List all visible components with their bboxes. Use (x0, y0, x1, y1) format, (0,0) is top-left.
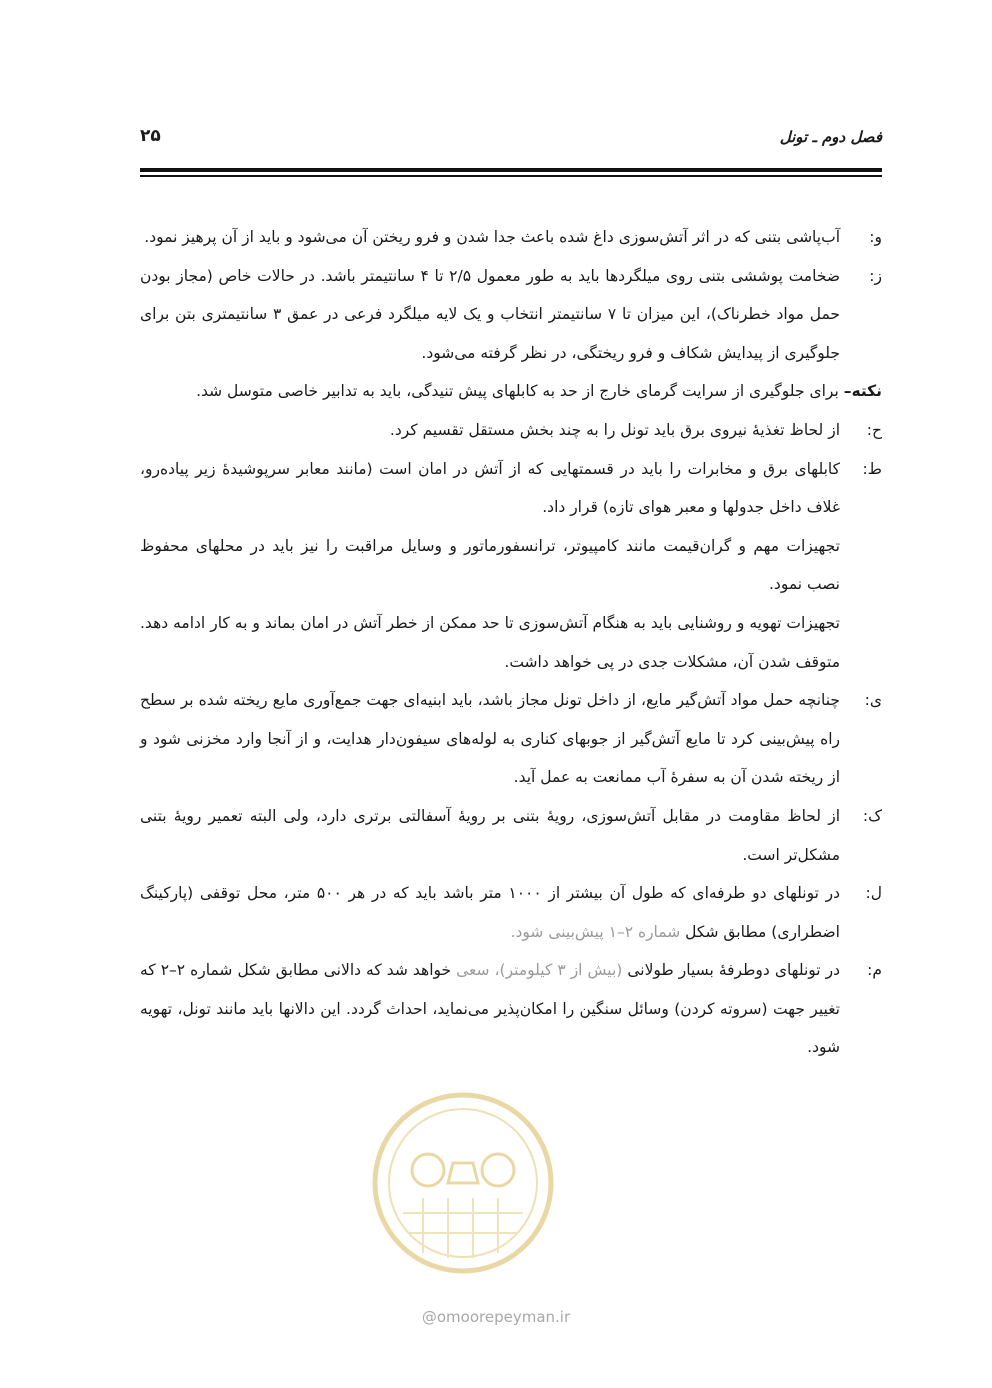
continuation-paragraph (140, 527, 882, 604)
item-marker: ط: (862, 459, 882, 478)
item-marker: و: (869, 228, 882, 246)
list-item-he (140, 411, 882, 450)
list-item-ze (140, 257, 882, 373)
item-marker: ک: (862, 806, 882, 825)
item-marker: ز: (869, 266, 882, 285)
note-text: برای جلوگیری از سرایت گرمای خارج از حد به کابلهای پیش تنیدگی، باید به تدابیر خاصی متوسل شد. (196, 382, 844, 401)
item-marker: ح: (866, 420, 882, 439)
header-rule-thick (140, 168, 882, 172)
note-label: نکته– (843, 382, 882, 401)
list-item-lam (140, 874, 882, 951)
list-item-vav (140, 218, 882, 257)
item-marker: ی: (864, 691, 882, 710)
item-text: چنانچه حمل مواد آتش‌گیر مایع، از داخل تونل مجاز باشد، باید ابنیه‌ای جهت جمع‌آوری مایع ریخته شده بر سطح راه پیش‌بینی کرد تا مایع آتش‌گیر از جوبهای کناری به لوله‌های سیفون‌دار هدایت، و از آنجا وارد مخزنی شود و از ریخته شدن آن به سفرهٔ آب ممانعت به عمل آید. (140, 691, 840, 787)
item-text: خواهد شد که دالانی مطابق شکل شماره ۲–۲ که تغییر جهت (سروته کردن) وسائل سنگین را امکان‌پذیر می‌نماید، احداث گردد. این دالانها باید مانند تونل، تهویه شود. (140, 961, 840, 1057)
list-item-ye (140, 681, 882, 797)
paragraph-text: تجهیزات تهویه و روشنایی باید به هنگام آتش‌سوزی تا حد ممکن از خطر آتش در امان بماند و به کار ادامه دهد. متوقف شدن آن، مشکلات جدی در پی خواهد داشت. (140, 613, 840, 671)
item-marker: ل: (865, 884, 882, 903)
page-body (140, 218, 882, 1067)
publisher-seal-watermark (368, 1088, 558, 1278)
header-rule-thin (140, 175, 882, 177)
item-text: در تونلهای دو طرفه‌ای که طول آن بیشتر از ۱۰۰۰ متر باشد باید که در هر ۵۰۰ متر، محل توقفی (پارکینگ اضطراری) مطابق شکل (140, 884, 840, 941)
item-text: کابلهای برق و مخابرات را باید در قسمتهایی که از آتش در امان است (مانند معابر سرپوشیدهٔ زیر پیاده‌رو، غلاف داخل جدولها و معبر هوای تازه) قرار داد. (140, 459, 840, 517)
page-header (140, 124, 882, 152)
list-item-mim (140, 951, 882, 1067)
item-text-faded: (بیش از ۳ کیلومتر)، سعی (456, 961, 623, 980)
item-text: در تونلهای دوطرفهٔ بسیار طولانی (622, 961, 841, 980)
list-item-ta (140, 450, 882, 527)
seal-grid (403, 1198, 523, 1258)
chapter-title: فصل دوم ـ تونل (779, 128, 882, 146)
item-text: از لحاظ مقاومت در مقابل آتش‌سوزی، رویهٔ بتنی بر رویهٔ آسفالتی برتری دارد، ولی البته تعمیر رویهٔ بتنی مشکل‌تر است. (140, 806, 840, 864)
item-text-faded: شماره ۲–۱ پیش‌بینی شود. (510, 922, 681, 941)
item-text: از لحاظ تغذیهٔ نیروی برق باید تونل را به چند بخش مستقل تقسیم کرد. (389, 420, 840, 439)
gear-icon (482, 1154, 514, 1186)
item-marker: م: (867, 961, 882, 980)
note-paragraph (140, 372, 882, 411)
list-item-kaf (140, 797, 882, 874)
continuation-paragraph (140, 604, 882, 681)
item-text: آب‌پاشی بتنی که در اثر آتش‌سوزی داغ شده باعث جدا شدن و فرو ریختن آن می‌شود و باید از آن پرهیز نمود. (144, 228, 840, 246)
scale-icon (448, 1163, 478, 1183)
footer-handle: @omoorepeyman.ir (421, 1308, 571, 1326)
paragraph-text: تجهیزات مهم و گران‌قیمت مانند کامپیوتر، ترانسفورماتور و وسایل مراقبت را نیز باید در محلهای محفوظ نصب نمود. (140, 536, 840, 594)
gear-icon (412, 1154, 444, 1186)
item-text: ضخامت پوششی بتنی روی میلگردها باید به طور معمول ۲/۵ تا ۴ سانتیمتر باشد. در حالات خاص (مجاز بودن حمل مواد خطرناک)، این میزان تا ۷ سانتیمتر انتخاب و یک لایه میلگرد فرعی در عمق ۳ سانتیمتری بتن برای جلوگیری از پیدایش شکاف و فرو ریختگی، در نظر گرفته می‌شود. (140, 266, 840, 362)
page-number: ۲۵ (140, 126, 161, 146)
